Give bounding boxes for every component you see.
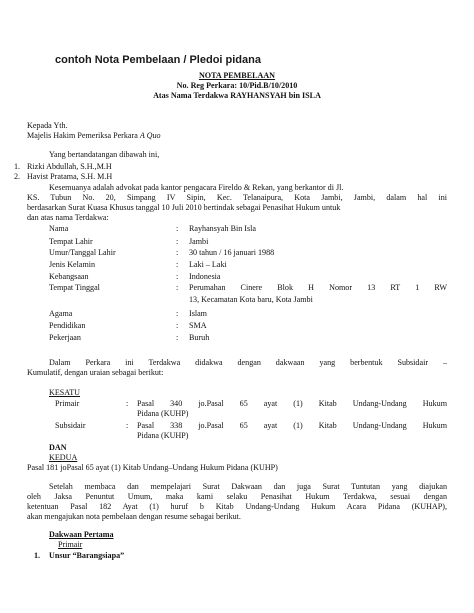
defendant-label: Nama — [49, 224, 69, 233]
defendant-colon: : — [176, 283, 179, 292]
addressee-line1: Kepada Yth. — [27, 121, 68, 130]
undersigned-intro: Yang bertandatangan dibawah ini, — [49, 150, 160, 159]
defendant-value-cont: 13, Kecamatan Kota baru, Kota Jambi — [189, 295, 313, 304]
lawyer-number: 2. — [14, 172, 21, 181]
defendant-value: 30 tahun / 16 januari 1988 — [189, 248, 275, 257]
unsur-heading: Unsur “Barangsiapa” — [49, 551, 125, 560]
defendant-label: Pendidikan — [49, 321, 86, 330]
defendant-value: Indonesia — [189, 272, 221, 281]
defendant-value: Rayhansyah Bin Isla — [189, 224, 256, 233]
primair-colon: : — [126, 399, 129, 408]
lawyer-number: 1. — [14, 162, 21, 171]
case-number: No. Reg Perkara: 10/Pid.B/10/2010 — [176, 81, 298, 90]
primair-text-cont: Pidana (KUHP) — [137, 409, 189, 418]
para1-line3: berdasarkan Surat Kuasa Khusus tanggal 10 Juli 2010 bertindak sebagai Penasihat Hukum untuk — [27, 203, 341, 212]
defendant-label: Agama — [49, 309, 73, 318]
doc-title: NOTA PEMBELAAN — [198, 71, 276, 80]
defendant-colon: : — [176, 321, 179, 330]
defendant-value: Perumahan Cinere Blok H Nomor 13 RT 1 RW — [189, 283, 447, 292]
addressee-line2 — [27, 131, 161, 141]
defendant-colon: : — [176, 260, 179, 269]
page-heading: contoh Nota Pembelaan / Pledoi pidana — [55, 54, 261, 66]
subsidair-colon: : — [126, 421, 129, 430]
defendant-value: Islam — [189, 309, 207, 318]
kedua-text: Pasal 181 joPasal 65 ayat (1) Kitab Undang–Undang Hukum Pidana (KUHP) — [27, 463, 278, 472]
defendant-label: Tempat Lahir — [49, 237, 93, 246]
defendant-value: Buruh — [189, 333, 210, 342]
unsur-number: 1. — [34, 551, 41, 560]
subsidair-label: Subsidair — [55, 421, 86, 430]
para1-line1: Kesemuanya adalah advokat pada kantor pengacara Fireldo & Rekan, yang berkantor di Jl. — [49, 183, 344, 192]
para3-line3: ketentuan Pasal 182 Ayat (1) huruf b Kitab Undang-Undang Hukum Acara Pidana (KUHAP), — [27, 502, 447, 511]
defendant-colon: : — [176, 333, 179, 342]
addressee-italic: A Quo — [139, 131, 161, 140]
defendant-name-title: Atas Nama Terdakwa RAYHANSYAH bin ISLA — [153, 91, 321, 100]
kedua-heading: KEDUA — [49, 453, 78, 462]
defendant-colon: : — [176, 309, 179, 318]
para2-line1: Dalam Perkara ini Terdakwa didakwa dengan dakwaan yang berbentuk Subsidair – — [49, 358, 447, 367]
defendant-label: Umur/Tanggal Lahir — [49, 248, 116, 257]
addressee-text: Majelis Hakim Pemeriksa Perkara — [27, 131, 140, 140]
defendant-colon: : — [176, 237, 179, 246]
defendant-value: Laki – Laki — [189, 260, 227, 269]
dan-heading: DAN — [49, 443, 67, 452]
para3-line4: akan mengajukan nota pembelaan dengan resume sebagai berikut. — [27, 512, 241, 521]
kesatu-heading: KESATU — [49, 388, 81, 397]
subsidair-text: Pasal 338 jo.Pasal 65 ayat (1) Kitab Undang-Undang Hukum — [137, 421, 447, 430]
para1-line4: dan atas nama Terdakwa: — [27, 213, 109, 222]
defendant-value: SMA — [189, 321, 207, 330]
para3-line1: Setelah membaca dan mempelajari Surat Dakwaan dan juga Surat Tuntutan yang diajukan — [49, 482, 447, 491]
lawyer-name: Rizki Abdullah, S.H.,M.H — [27, 162, 112, 171]
primair-subheading: Primair — [58, 540, 83, 549]
lawyer-name: Havist Pratama, S.H. M.H — [27, 172, 113, 181]
defendant-colon: : — [176, 272, 179, 281]
defendant-value: Jambi — [189, 237, 209, 246]
defendant-colon: : — [176, 248, 179, 257]
primair-label: Primair — [55, 399, 80, 408]
primair-text: Pasal 340 jo.Pasal 65 ayat (1) Kitab Undang-Undang Hukum — [137, 399, 447, 408]
defendant-label: Kebangsaan — [49, 272, 89, 281]
para2-line2: Kumulatif, dengan uraian sebagai berikut: — [27, 368, 164, 377]
defendant-label: Jenis Kelamin — [49, 260, 96, 269]
defendant-label: Pekerjaan — [49, 333, 81, 342]
para1-line2: KS. Tubun No. 20, Simpang IV Sipin, Kec. Telanaipura, Kota Jambi, Jambi, dalam hal ini — [27, 193, 447, 202]
defendant-label: Tempat Tinggal — [49, 283, 100, 292]
para3-line2: oleh Jaksa Penuntut Umum, maka kami selaku Penasihat Hukum Terdakwa, sesuai dengan — [27, 492, 447, 501]
defendant-colon: : — [176, 224, 179, 233]
subsidair-text-cont: Pidana (KUHP) — [137, 431, 189, 440]
dakwaan-pertama-heading: Dakwaan Pertama — [49, 530, 114, 539]
